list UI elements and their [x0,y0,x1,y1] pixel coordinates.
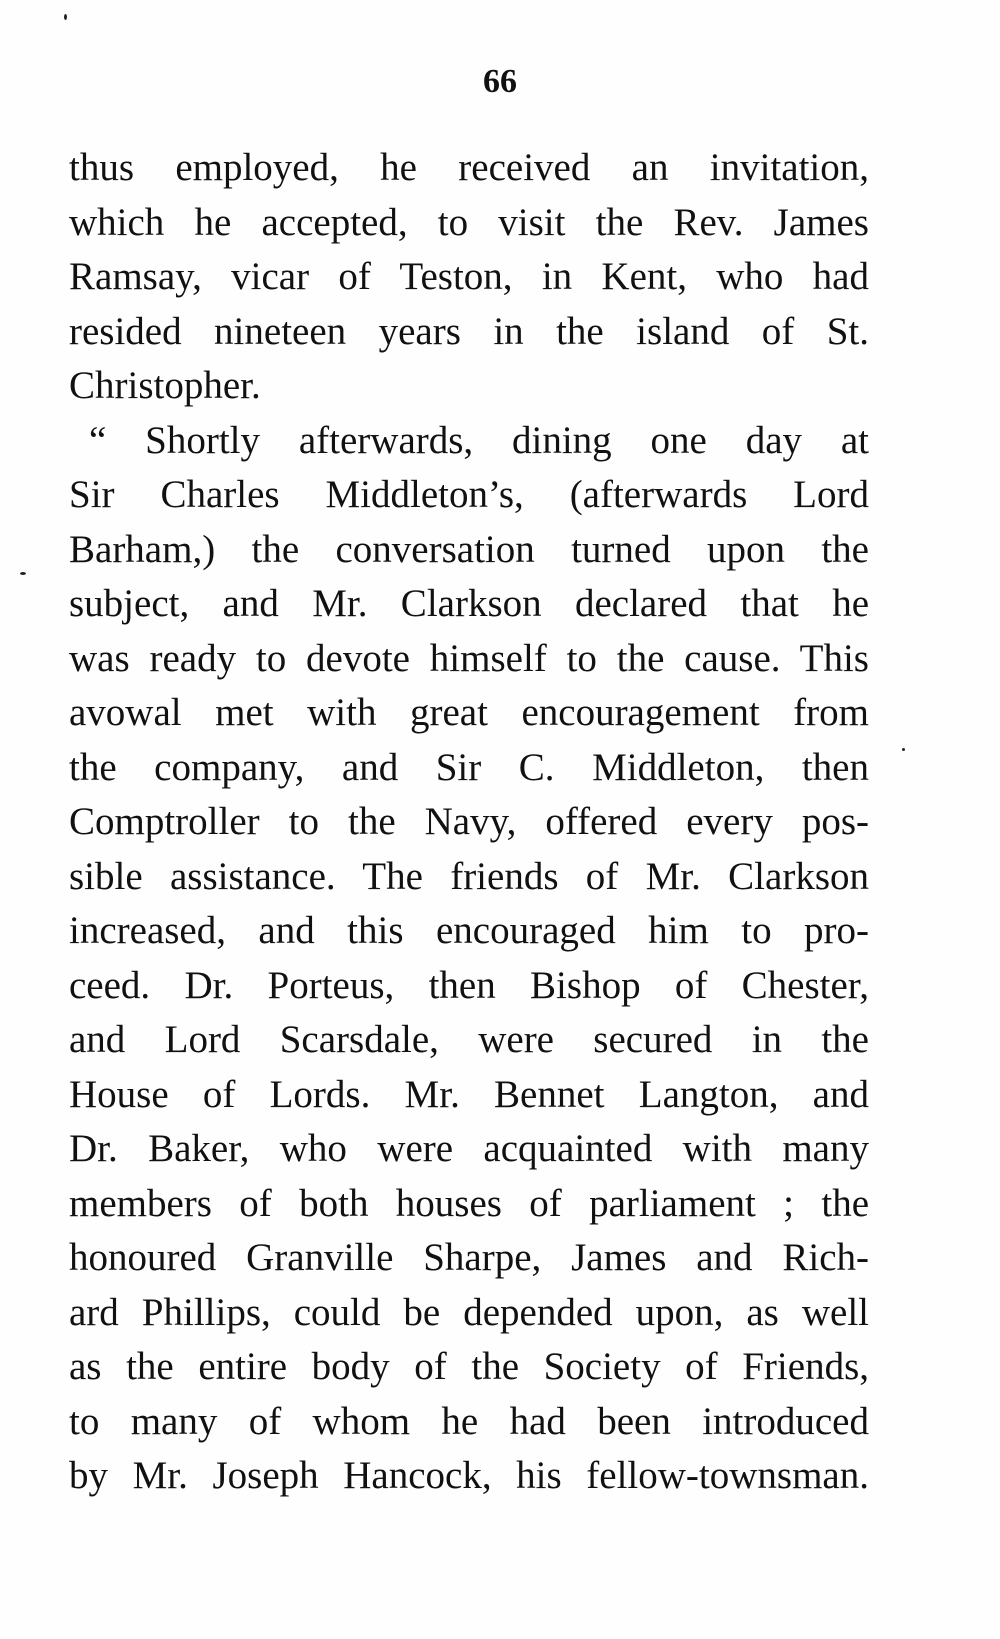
text-line: Dr. Baker, who were acquainted with many [69,1127,869,1170]
text-line: as the entire body of the Society of Friends, [69,1345,869,1388]
text-line: Christopher. [69,364,261,407]
text-line: ceed. Dr. Porteus, then Bishop of Chester, [69,963,869,1007]
text-line: the company, and Sir C. Middleton, then [69,745,869,789]
text-line: ard Phillips, could be depended upon, as well [69,1290,869,1334]
text-line: sible assistance. The friends of Mr. Clarkson [69,854,869,898]
text-line: which he accepted, to visit the Rev. James [69,200,869,244]
scan-speck [64,14,67,20]
text-line: members of both houses of parliament ; the [69,1181,869,1225]
text-line: honoured Granville Sharpe, James and Rich- [69,1236,869,1279]
text-line: Sir Charles Middleton’s, (afterwards Lord [69,473,869,516]
text-line: “ Shortly afterwards, dining one day at [89,418,869,462]
page-number: 66 [483,63,517,100]
body-text [69,141,869,1504]
text-line: increased, and this encouraged him to pro- [69,909,869,952]
text-line: and Lord Scarsdale, were secured in the [69,1018,869,1061]
scan-speck [902,748,905,751]
text-line: Ramsay, vicar of Teston, in Kent, who had [69,255,869,298]
scan-speck [20,572,26,575]
text-line: resided nineteen years in the island of St. [69,309,869,353]
text-line: to many of whom he had been introduced [69,1399,869,1443]
text-line: subject, and Mr. Clarkson declared that he [69,582,869,625]
text-line: thus employed, he received an invitation, [69,146,869,189]
text-line: was ready to devote himself to the cause. This [69,636,869,680]
text-line: Comptroller to the Navy, offered every pos- [69,800,869,843]
text-line: House of Lords. Mr. Bennet Langton, and [69,1072,869,1116]
text-line: avowal met with great encouragement from [69,691,869,734]
text-line: by Mr. Joseph Hancock, his fellow-townsman. [69,1454,869,1497]
text-line: Barham,) the conversation turned upon the [69,527,869,571]
